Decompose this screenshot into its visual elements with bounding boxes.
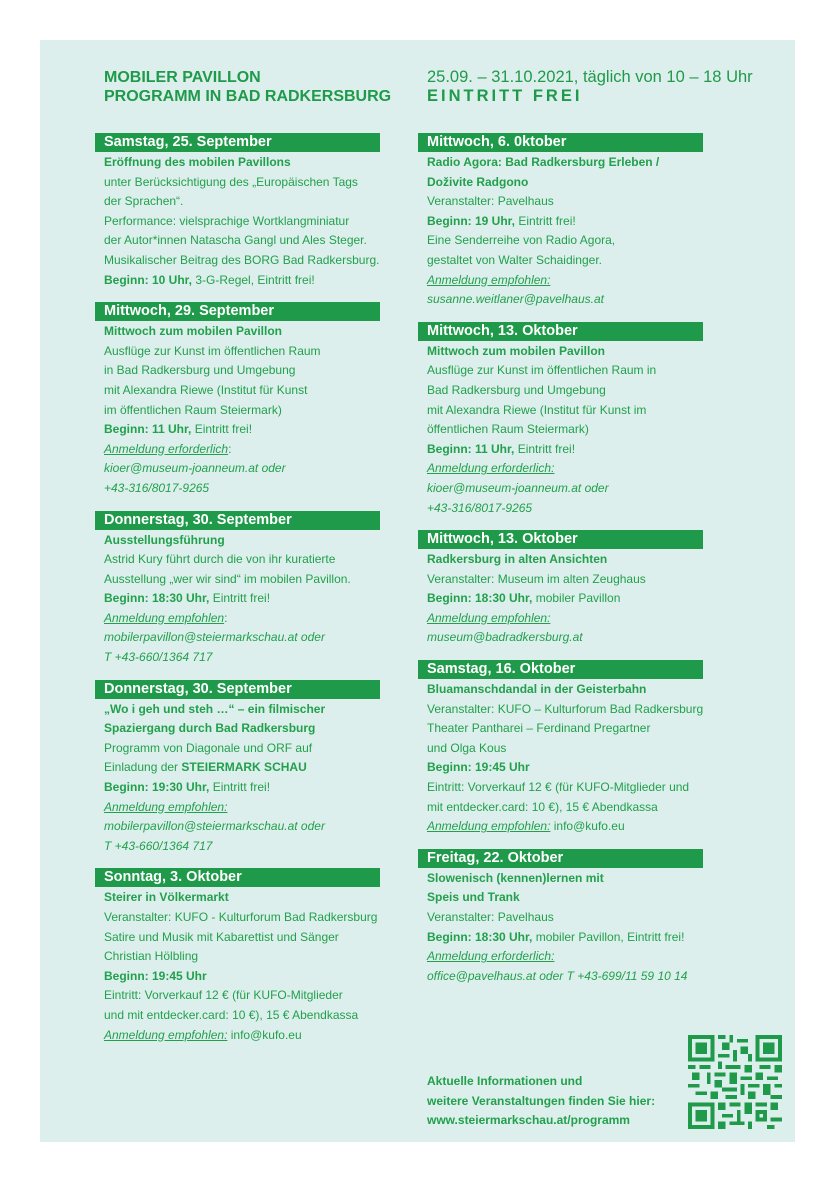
event-text: gestaltet von Walter Schaidinger.	[427, 252, 602, 267]
event-text: Ausstellung „wer wir sind“ im mobilen Pavillon.	[104, 571, 351, 586]
event-title: Doživite Radgono	[427, 174, 529, 189]
info-line: Aktuelle Informationen und	[427, 1074, 583, 1088]
contact-email[interactable]: museum@badradkersburg.at	[427, 630, 583, 645]
event-text	[95, 758, 395, 778]
event-date-bar: Freitag, 22. Oktober	[418, 849, 703, 868]
event-begin	[418, 440, 718, 460]
event-text: Ausflüge zur Kunst im öffentlichen Raum	[104, 343, 321, 358]
begin-label: Beginn: 19 Uhr,	[427, 213, 516, 228]
event-text: mit Alexandra Riewe (Institut für Kunst	[104, 382, 308, 397]
contact-email[interactable]: kioer@museum-joanneum.at oder	[427, 480, 609, 495]
event-begin	[95, 420, 395, 440]
begin-label: Beginn: 18:30 Uhr,	[427, 591, 533, 606]
free-entry-text: EINTRITT FREI	[427, 87, 583, 105]
contact-email[interactable]: mobilerpavillon@steiermarkschau.at oder	[104, 630, 325, 645]
event-text: und Olga Kous	[427, 740, 507, 755]
registration-line	[95, 1026, 395, 1046]
registration-line	[95, 609, 395, 629]
event-date-bar: Samstag, 16. Oktober	[418, 660, 703, 679]
begin-rest: Eintritt frei!	[515, 213, 576, 228]
contact-email[interactable]: office@pavelhaus.at oder T +43-699/11 59 10 14	[427, 968, 688, 983]
contact-phone[interactable]: T +43-660/1364 717	[104, 650, 213, 665]
left-column	[95, 133, 395, 1057]
begin-rest: Eintritt frei!	[191, 422, 253, 437]
event-text: Performance: vielsprachige Wortklangminiatur	[104, 213, 350, 228]
begin-rest: mobiler Pavillon	[532, 591, 621, 606]
event-text: Ausflüge zur Kunst im öffentlichen Raum in	[427, 363, 657, 378]
registration-link[interactable]: Anmeldung erforderlich:	[427, 949, 555, 964]
event-title: „Wo i geh und steh …“ – ein filmischer	[104, 701, 326, 716]
event-text: Satire und Musik mit Kabarettist und Sänger	[104, 929, 339, 944]
registration-line	[418, 459, 718, 479]
event-text: unter Berücksichtigung des „Europäischen Tags	[104, 174, 358, 189]
event-text: Veranstalter: Museum im alten Zeughaus	[427, 571, 646, 586]
event-begin	[95, 778, 395, 798]
event-text: Veranstalter: Pavelhaus	[427, 910, 554, 924]
event-card	[95, 511, 395, 668]
contact-email[interactable]: info@kufo.eu	[550, 819, 625, 834]
event-title: Speis und Trank	[427, 890, 520, 905]
contact-phone[interactable]: +43-316/8017-9265	[104, 480, 210, 495]
registration-link[interactable]: Anmeldung empfohlen:	[104, 1027, 228, 1042]
registration-line	[95, 798, 395, 818]
event-card	[418, 530, 718, 648]
event-title: Slowenisch (kennen)lernen mit	[427, 870, 604, 885]
event-title: Radio Agora: Bad Radkersburg Erleben /	[427, 155, 660, 169]
event-card	[95, 302, 395, 498]
event-text: der Autor*innen Natascha Gangl und Ales Steger.	[104, 233, 367, 248]
event-text: Eine Senderreihe von Radio Agora,	[427, 233, 616, 248]
registration-line	[418, 947, 718, 967]
event-text: Veranstalter: Pavelhaus	[427, 194, 554, 209]
info-block	[427, 1072, 655, 1131]
event-text: Musikalischer Beitrag des BORG Bad Radkersburg.	[104, 252, 380, 267]
event-title: Radkersburg in alten Ansichten	[427, 552, 608, 567]
registration-line	[418, 609, 718, 629]
contact-email[interactable]: susanne.weitlaner@pavelhaus.at	[427, 292, 604, 307]
event-date-bar: Samstag, 25. September	[95, 133, 380, 152]
event-title: Mittwoch zum mobilen Pavillon	[427, 343, 606, 358]
event-date-bar: Mittwoch, 29. September	[95, 302, 380, 321]
event-text: der Sprachen“.	[104, 194, 184, 209]
event-text: in Bad Radkersburg und Umgebung	[104, 363, 296, 378]
event-card	[95, 868, 395, 1045]
begin-rest: Eintritt frei!	[514, 441, 576, 456]
event-text: Christian Hölbling	[104, 949, 199, 964]
event-text: Veranstalter: KUFO – Kulturforum Bad Radkersburg	[427, 701, 704, 716]
event-text: Eintritt: Vorverkauf 12 € (für KUFO-Mitglieder und	[427, 780, 690, 795]
date-range	[427, 68, 753, 106]
registration-link[interactable]: Anmeldung empfohlen:	[104, 799, 228, 814]
event-text: Veranstalter: KUFO - Kulturforum Bad Radkersburg	[104, 910, 378, 924]
registration-link[interactable]: Anmeldung erforderlich:	[427, 461, 555, 476]
registration-line	[418, 817, 718, 837]
dates-text: 25.09. – 31.10.2021, täglich von 10 – 18 Uhr	[427, 68, 753, 86]
event-begin	[95, 271, 395, 291]
event-title: Ausstellungsführung	[104, 532, 225, 547]
registration-line	[418, 271, 718, 291]
event-title: Spaziergang durch Bad Radkersburg	[104, 721, 316, 736]
begin-rest: Eintritt frei!	[209, 591, 271, 606]
event-text: Eintritt: Vorverkauf 12 € (für KUFO-Mitglieder	[104, 988, 343, 1003]
event-card	[418, 133, 718, 310]
event-title: Eröffnung des mobilen Pavillons	[104, 155, 291, 169]
begin-label: Beginn: 19:30 Uhr,	[104, 780, 210, 795]
brand-name: STEIERMARK SCHAU	[181, 760, 307, 775]
program-url[interactable]: www.steiermarkschau.at/programm	[427, 1113, 630, 1128]
event-card	[95, 133, 395, 290]
event-text: Bad Radkersburg und Umgebung	[427, 382, 606, 397]
event-begin	[418, 212, 718, 232]
registration-line	[95, 440, 395, 460]
registration-link[interactable]: Anmeldung empfohlen:	[427, 272, 551, 287]
event-card	[418, 322, 718, 518]
begin-rest: mobiler Pavillon, Eintritt frei!	[532, 929, 685, 944]
event-card	[418, 849, 718, 987]
event-text: Programm von Diagonale und ORF auf	[104, 740, 313, 755]
info-line: weitere Veranstaltungen finden Sie hier:	[427, 1093, 656, 1108]
registration-link[interactable]: Anmeldung erforderlich	[104, 441, 229, 456]
begin-label: Beginn: 18:30 Uhr,	[104, 591, 210, 606]
registration-link[interactable]: Anmeldung empfohlen	[104, 610, 225, 625]
event-date-bar: Mittwoch, 13. Oktober	[418, 530, 703, 549]
event-begin	[418, 928, 718, 948]
event-date-bar: Donnerstag, 30. September	[95, 680, 380, 699]
event-begin: Beginn: 19:45 Uhr	[427, 760, 530, 775]
registration-link[interactable]: Anmeldung empfohlen:	[427, 819, 551, 834]
program-panel	[40, 40, 795, 1142]
event-text: Theater Pantharei – Ferdinand Pregartner	[427, 721, 651, 736]
qr-code-icon[interactable]	[688, 1035, 782, 1129]
event-date-bar: Sonntag, 3. Oktober	[95, 868, 380, 887]
event-card	[418, 660, 718, 837]
registration-colon: :	[224, 610, 228, 625]
event-text: Astrid Kury führt durch die von ihr kuratierte	[104, 552, 336, 567]
event-title: Steirer in Völkermarkt	[104, 890, 229, 905]
begin-label: Beginn: 10 Uhr,	[104, 272, 193, 287]
begin-label: Beginn: 18:30 Uhr,	[427, 929, 533, 944]
event-text: im öffentlichen Raum Steiermark)	[104, 402, 282, 417]
title-line-1: MOBILER PAVILLON	[104, 69, 261, 86]
contact-email[interactable]: kioer@museum-joanneum.at oder	[104, 461, 286, 476]
event-text: und mit entdecker.card: 10 €), 15 € Abendkassa	[104, 1007, 359, 1022]
title-line-2: PROGRAMM IN BAD RADKERSBURG	[104, 88, 392, 105]
event-date-bar: Mittwoch, 6. 0ktober	[418, 133, 703, 152]
event-card	[95, 680, 395, 857]
right-column	[418, 133, 718, 998]
event-date-bar: Mittwoch, 13. Oktober	[418, 322, 703, 341]
contact-phone[interactable]: T +43-660/1364 717	[104, 838, 213, 853]
contact-email[interactable]: mobilerpavillon@steiermarkschau.at oder	[104, 819, 325, 834]
registration-link[interactable]: Anmeldung empfohlen:	[427, 610, 551, 625]
registration-colon: :	[228, 441, 232, 456]
begin-label: Beginn: 11 Uhr,	[104, 422, 192, 437]
event-text: öffentlichen Raum Steiermark)	[427, 422, 589, 437]
begin-label: Beginn: 11 Uhr,	[427, 441, 515, 456]
event-title: Mittwoch zum mobilen Pavillon	[104, 324, 283, 339]
event-text: mit Alexandra Riewe (Institut für Kunst im	[427, 402, 647, 417]
event-begin: Beginn: 19:45 Uhr	[104, 968, 207, 983]
event-text: mit entdecker.card: 10 €), 15 € Abendkassa	[427, 799, 658, 814]
begin-rest: Eintritt frei!	[209, 780, 271, 795]
event-title: Bluamanschdandal in der Geisterbahn	[427, 682, 647, 697]
contact-email[interactable]: info@kufo.eu	[227, 1027, 302, 1042]
begin-rest: 3-G-Regel, Eintritt frei!	[192, 272, 315, 287]
event-begin	[418, 589, 718, 609]
event-date-bar: Donnerstag, 30. September	[95, 511, 380, 530]
program-title	[104, 68, 391, 106]
invite-text: Einladung der	[104, 760, 182, 775]
event-begin	[95, 589, 395, 609]
contact-phone[interactable]: +43-316/8017-9265	[427, 500, 533, 515]
